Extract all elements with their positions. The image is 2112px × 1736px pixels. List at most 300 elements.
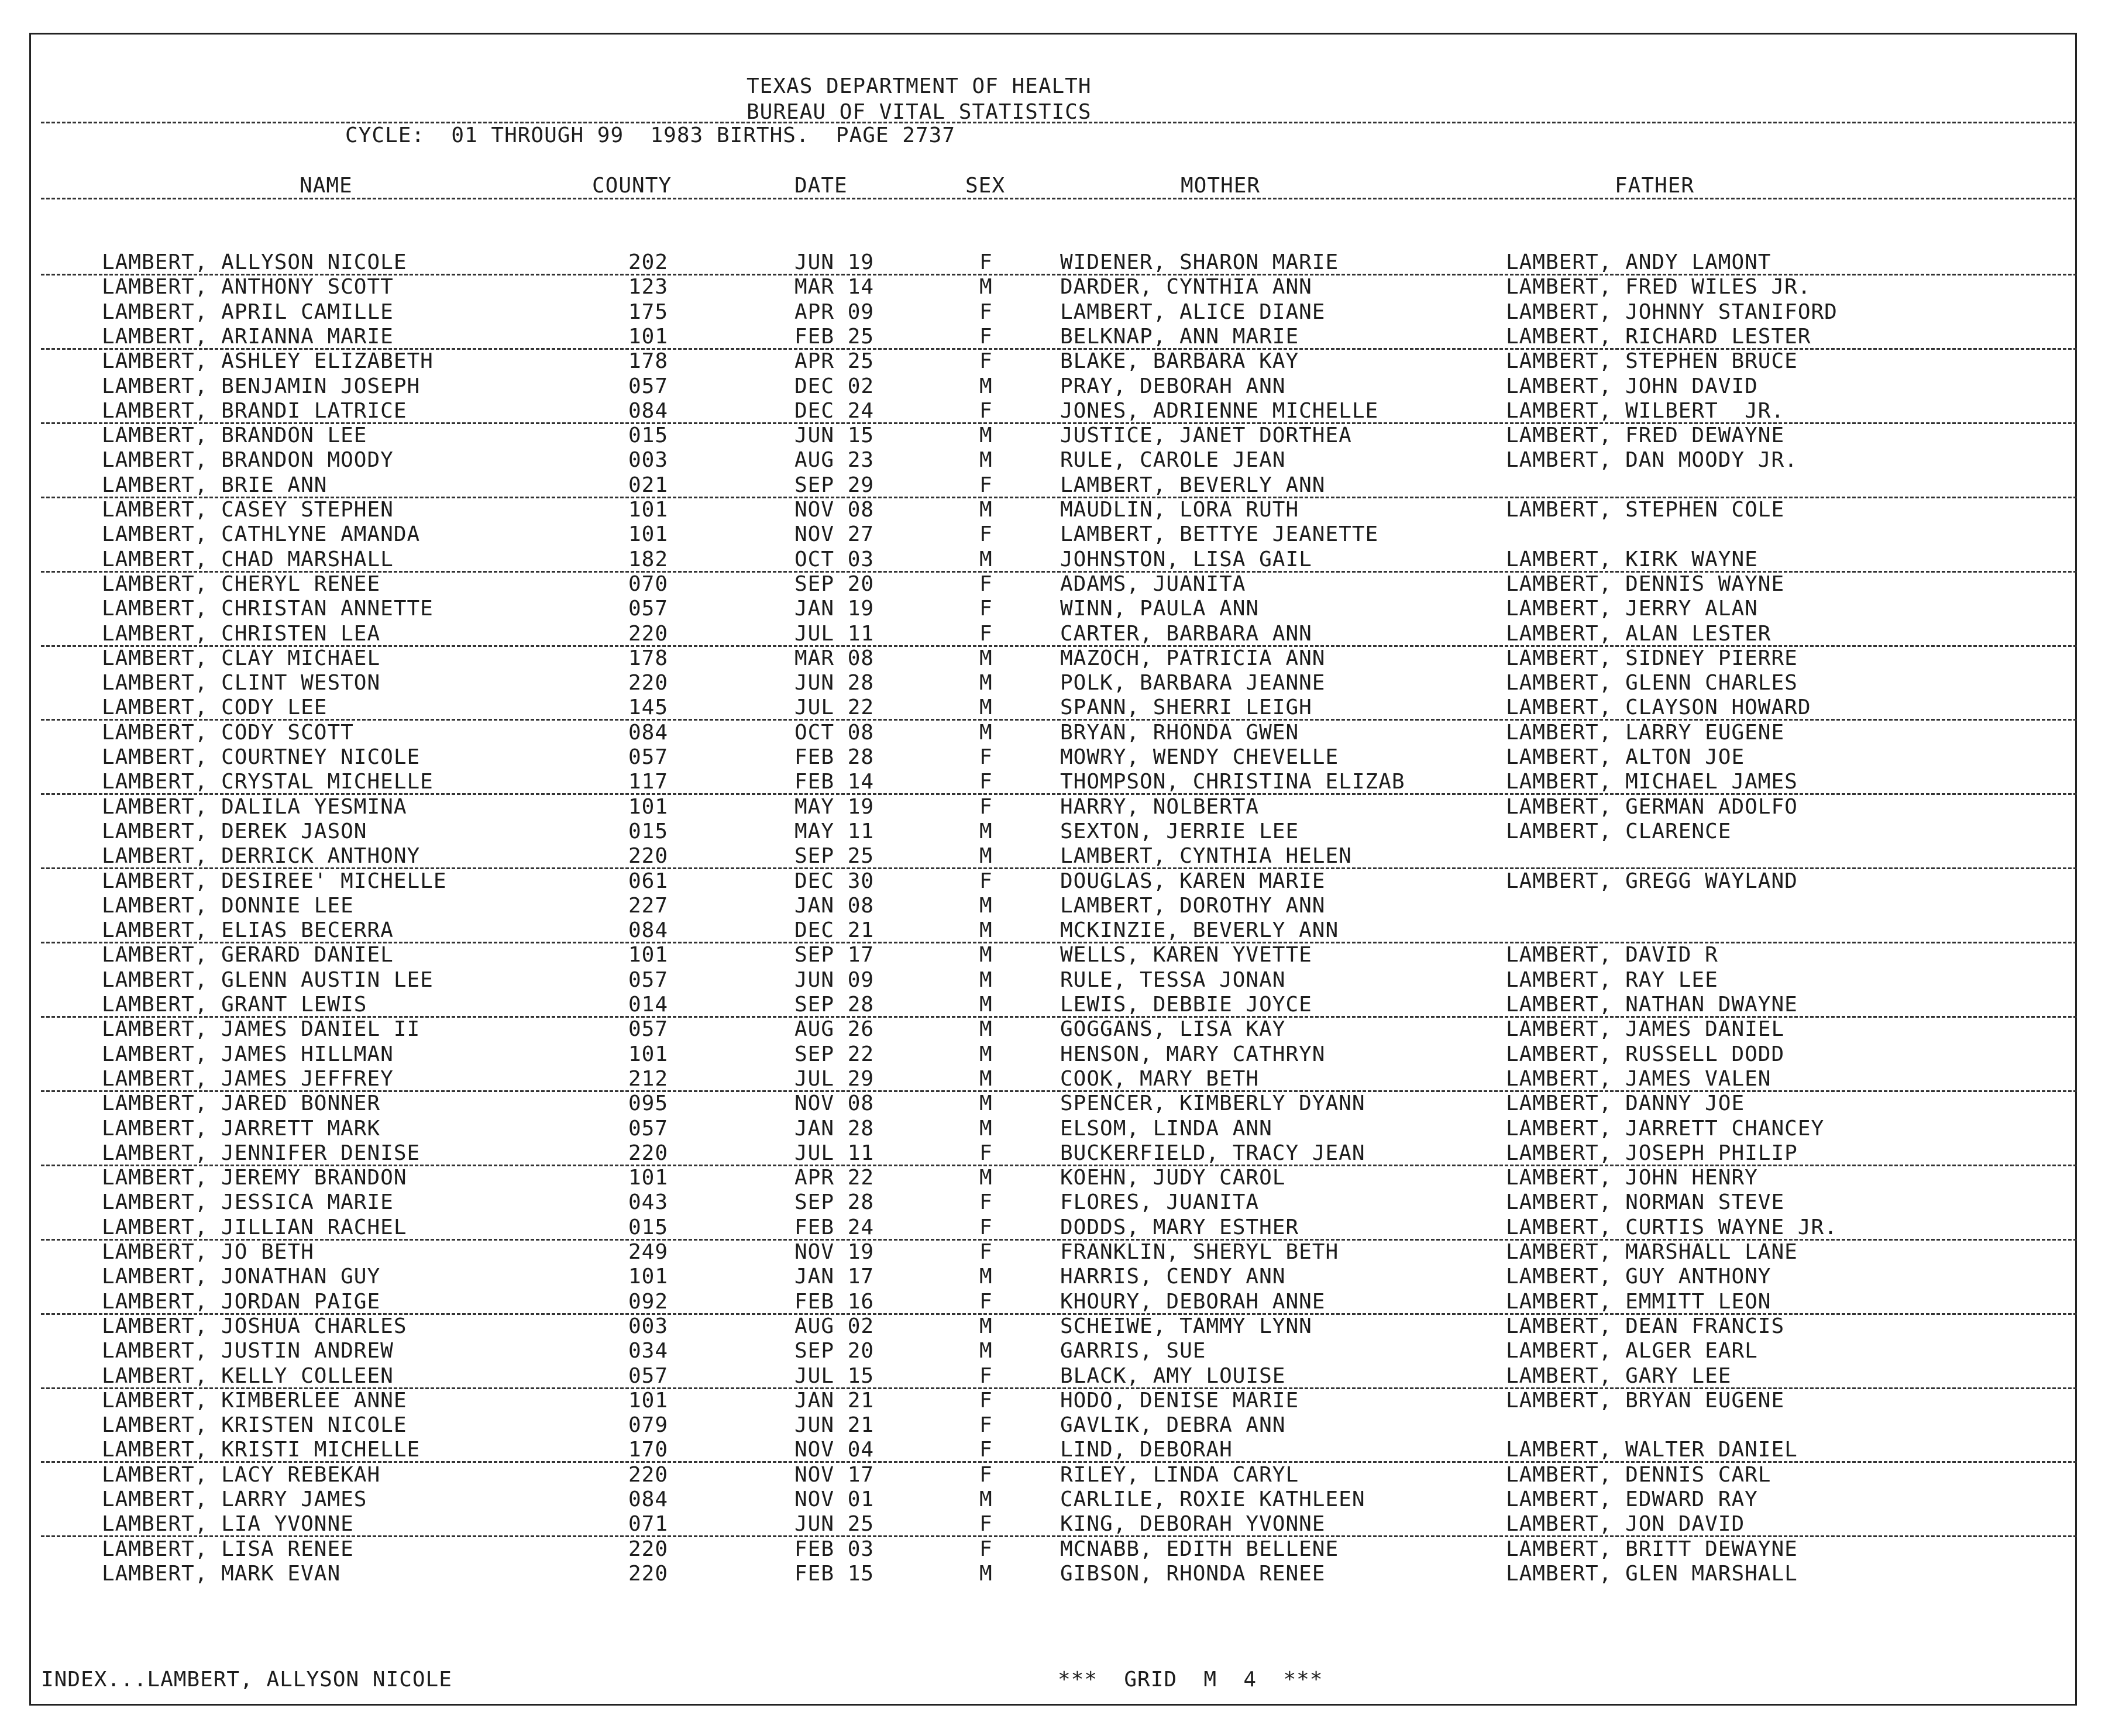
cell-date: MAY 11: [794, 819, 875, 843]
cell-mother: CARTER, BARBARA ANN: [1060, 621, 1312, 646]
cell-sex: F: [979, 794, 993, 819]
cell-date: NOV 08: [794, 1091, 875, 1116]
table-row: [0, 1364, 2112, 1389]
cell-father: LAMBERT, GUY ANTHONY: [1506, 1265, 1772, 1289]
cell-county: 202: [628, 250, 669, 274]
cell-date: MAY 19: [794, 794, 875, 819]
table-row: [0, 1463, 2112, 1487]
cell-father: LAMBERT, KIRK WAYNE: [1506, 547, 1758, 571]
cell-mother: LAMBERT, DOROTHY ANN: [1060, 893, 1326, 918]
cell-father: LAMBERT, ALGER EARL: [1506, 1339, 1758, 1363]
table-row: [0, 522, 2112, 547]
table-row: [0, 1389, 2112, 1413]
cell-county: 101: [628, 522, 669, 547]
cell-county: 145: [628, 695, 669, 720]
cell-date: DEC 21: [794, 918, 875, 943]
cell-sex: F: [979, 1413, 993, 1438]
cell-mother: SPENCER, KIMBERLY DYANN: [1060, 1091, 1365, 1116]
cell-county: 101: [628, 1388, 669, 1413]
cell-date: FEB 03: [794, 1537, 875, 1561]
cell-sex: M: [979, 967, 993, 992]
cell-mother: SCHEIWE, TAMMY LYNN: [1060, 1314, 1312, 1338]
cell-date: FEB 25: [794, 324, 875, 349]
header-line1: TEXAS DEPARTMENT OF HEALTH: [747, 74, 1092, 98]
cell-father: LAMBERT, SIDNEY PIERRE: [1506, 646, 1798, 670]
cell-sex: F: [979, 1462, 993, 1487]
cell-father: LAMBERT, DAN MOODY JR.: [1506, 448, 1798, 473]
cell-county: 220: [628, 1561, 669, 1586]
cell-date: APR 25: [794, 349, 875, 374]
cell-sex: F: [979, 571, 993, 596]
cell-county: 070: [628, 571, 669, 596]
cell-father: LAMBERT, GREGG WAYLAND: [1506, 869, 1798, 893]
cell-father: LAMBERT, EDWARD RAY: [1506, 1487, 1758, 1511]
cell-name: LAMBERT, JESSICA MARIE: [102, 1190, 394, 1215]
cell-mother: JUSTICE, JANET DORTHEA: [1060, 423, 1352, 448]
cell-father: LAMBERT, CLAYSON HOWARD: [1506, 695, 1811, 720]
col-county: COUNTY: [592, 174, 672, 198]
cell-name: LAMBERT, BRANDI LATRICE: [102, 398, 407, 423]
cell-mother: COOK, MARY BETH: [1060, 1066, 1260, 1091]
cell-name: LAMBERT, JAMES HILLMAN: [102, 1042, 394, 1066]
table-row: [0, 1190, 2112, 1215]
cell-mother: BUCKERFIELD, TRACY JEAN: [1060, 1141, 1365, 1165]
cell-mother: MOWRY, WENDY CHEVELLE: [1060, 745, 1339, 769]
cell-sex: M: [979, 844, 993, 869]
cell-mother: LIND, DEBORAH: [1060, 1438, 1233, 1462]
cell-county: 220: [628, 844, 669, 869]
cell-mother: RULE, TESSA JONAN: [1060, 967, 1286, 992]
cell-sex: F: [979, 398, 993, 423]
table-row: [0, 1141, 2112, 1166]
cell-date: JUN 09: [794, 967, 875, 992]
cell-father: LAMBERT, RICHARD LESTER: [1506, 324, 1811, 349]
cell-name: LAMBERT, LACY REBEKAH: [102, 1462, 381, 1487]
cell-sex: F: [979, 869, 993, 893]
cell-county: 057: [628, 1116, 669, 1141]
cell-date: MAR 08: [794, 646, 875, 670]
cell-sex: M: [979, 1265, 993, 1289]
cell-date: SEP 28: [794, 1190, 875, 1215]
cell-sex: M: [979, 943, 993, 967]
cell-name: LAMBERT, ARIANNA MARIE: [102, 324, 394, 349]
table-row: [0, 349, 2112, 374]
cell-father: LAMBERT, JOHN HENRY: [1506, 1166, 1758, 1190]
cell-name: LAMBERT, BRANDON MOODY: [102, 448, 394, 473]
table-row: [0, 547, 2112, 572]
table-row: [0, 1339, 2112, 1363]
cell-father: LAMBERT, DEAN FRANCIS: [1506, 1314, 1785, 1338]
cell-date: JUL 22: [794, 695, 875, 720]
cell-father: LAMBERT, LARRY EUGENE: [1506, 720, 1785, 745]
cell-name: LAMBERT, BRANDON LEE: [102, 423, 367, 448]
cell-name: LAMBERT, LIA YVONNE: [102, 1512, 354, 1537]
cell-sex: M: [979, 1091, 993, 1116]
cell-county: 220: [628, 621, 669, 646]
cell-sex: M: [979, 498, 993, 522]
cell-mother: ADAMS, JUANITA: [1060, 571, 1246, 596]
cell-name: LAMBERT, JOSHUA CHARLES: [102, 1314, 407, 1338]
cell-name: LAMBERT, CATHLYNE AMANDA: [102, 522, 421, 547]
cell-county: 003: [628, 448, 669, 473]
cell-county: 117: [628, 770, 669, 794]
table-row: [0, 300, 2112, 325]
cell-date: DEC 24: [794, 398, 875, 423]
cell-father: LAMBERT, DENNIS WAYNE: [1506, 571, 1785, 596]
cell-sex: F: [979, 1363, 993, 1388]
cell-father: LAMBERT, JON DAVID: [1506, 1512, 1745, 1537]
cell-county: 021: [628, 473, 669, 497]
cell-date: JUN 19: [794, 250, 875, 274]
cell-mother: DARDER, CYNTHIA ANN: [1060, 275, 1312, 299]
cell-mother: BRYAN, RHONDA GWEN: [1060, 720, 1299, 745]
cell-sex: M: [979, 1339, 993, 1363]
cell-sex: M: [979, 448, 993, 473]
column-divider: [41, 198, 2077, 199]
cell-sex: F: [979, 1240, 993, 1264]
table-row: [0, 993, 2112, 1017]
cell-date: MAR 14: [794, 275, 875, 299]
cell-name: LAMBERT, KRISTI MICHELLE: [102, 1438, 421, 1462]
cell-sex: M: [979, 1314, 993, 1338]
cell-sex: F: [979, 1438, 993, 1462]
cell-father: LAMBERT, FRED WILES JR.: [1506, 275, 1811, 299]
cell-father: LAMBERT, ALAN LESTER: [1506, 621, 1772, 646]
cell-county: 034: [628, 1339, 669, 1363]
cell-sex: M: [979, 819, 993, 843]
cell-sex: F: [979, 522, 993, 547]
cell-date: DEC 30: [794, 869, 875, 893]
cell-date: JUL 11: [794, 621, 875, 646]
cell-sex: M: [979, 646, 993, 670]
cell-mother: MAUDLIN, LORA RUTH: [1060, 498, 1299, 522]
cell-mother: HENSON, MARY CATHRYN: [1060, 1042, 1326, 1066]
cell-county: 175: [628, 299, 669, 324]
cell-mother: RILEY, LINDA CARYL: [1060, 1462, 1299, 1487]
cell-county: 057: [628, 967, 669, 992]
cell-name: LAMBERT, KELLY COLLEEN: [102, 1363, 394, 1388]
table-row: [0, 869, 2112, 894]
table-row: [0, 1215, 2112, 1240]
cell-mother: FLORES, JUANITA: [1060, 1190, 1260, 1215]
table-row: [0, 1487, 2112, 1512]
cell-name: LAMBERT, JUSTIN ANDREW: [102, 1339, 394, 1363]
cell-county: 123: [628, 275, 669, 299]
cell-mother: LAMBERT, CYNTHIA HELEN: [1060, 844, 1352, 869]
cell-county: 220: [628, 1462, 669, 1487]
table-row: [0, 795, 2112, 819]
cell-date: JUN 21: [794, 1413, 875, 1438]
header-cycle: CYCLE: 01 THROUGH 99 1983 BIRTHS. PAGE 2737: [345, 123, 955, 147]
cell-mother: ELSOM, LINDA ANN: [1060, 1116, 1272, 1141]
cell-mother: MAZOCH, PATRICIA ANN: [1060, 646, 1326, 670]
cell-father: LAMBERT, WILBERT JR.: [1506, 398, 1785, 423]
cell-date: AUG 23: [794, 448, 875, 473]
table-row: [0, 1512, 2112, 1537]
cell-county: 212: [628, 1066, 669, 1091]
cell-date: NOV 04: [794, 1438, 875, 1462]
cell-mother: DOUGLAS, KAREN MARIE: [1060, 869, 1326, 893]
cell-county: 101: [628, 943, 669, 967]
cell-county: 015: [628, 423, 669, 448]
cell-date: JAN 21: [794, 1388, 875, 1413]
col-father: FATHER: [1615, 174, 1695, 198]
cell-date: JUN 15: [794, 423, 875, 448]
cell-name: LAMBERT, BRIE ANN: [102, 473, 328, 497]
cell-father: LAMBERT, CLARENCE: [1506, 819, 1732, 843]
cell-sex: M: [979, 1017, 993, 1042]
cell-mother: JONES, ADRIENNE MICHELLE: [1060, 398, 1379, 423]
cell-father: LAMBERT, JAMES VALEN: [1506, 1066, 1772, 1091]
footer-index: INDEX...LAMBERT, ALLYSON NICOLE: [41, 1668, 452, 1692]
cell-county: 084: [628, 1487, 669, 1511]
cell-date: OCT 03: [794, 547, 875, 571]
cell-date: SEP 22: [794, 1042, 875, 1066]
cell-father: LAMBERT, BRITT DEWAYNE: [1506, 1537, 1798, 1561]
cell-name: LAMBERT, JO BETH: [102, 1240, 314, 1264]
cell-sex: M: [979, 918, 993, 943]
table-row: [0, 423, 2112, 448]
cell-father: LAMBERT, MARSHALL LANE: [1506, 1240, 1798, 1264]
cell-mother: HARRIS, CENDY ANN: [1060, 1265, 1286, 1289]
cell-mother: BLAKE, BARBARA KAY: [1060, 349, 1299, 374]
table-row: [0, 275, 2112, 299]
cell-name: LAMBERT, DONNIE LEE: [102, 893, 354, 918]
cell-mother: BLACK, AMY LOUISE: [1060, 1363, 1286, 1388]
cell-date: SEP 28: [794, 993, 875, 1017]
cell-sex: M: [979, 1561, 993, 1586]
cell-father: LAMBERT, MICHAEL JAMES: [1506, 770, 1798, 794]
table-row: [0, 1240, 2112, 1265]
cell-father: LAMBERT, EMMITT LEON: [1506, 1289, 1772, 1314]
cell-sex: M: [979, 547, 993, 571]
cell-name: LAMBERT, GERARD DANIEL: [102, 943, 394, 967]
cell-mother: JOHNSTON, LISA GAIL: [1060, 547, 1312, 571]
cell-name: LAMBERT, KRISTEN NICOLE: [102, 1413, 407, 1438]
cell-name: LAMBERT, CODY SCOTT: [102, 720, 354, 745]
cell-sex: F: [979, 1141, 993, 1165]
cell-date: FEB 28: [794, 745, 875, 769]
cell-name: LAMBERT, GLENN AUSTIN LEE: [102, 967, 434, 992]
cell-name: LAMBERT, CHAD MARSHALL: [102, 547, 394, 571]
table-row: [0, 745, 2112, 770]
cell-mother: WELLS, KAREN YVETTE: [1060, 943, 1312, 967]
cell-sex: M: [979, 1166, 993, 1190]
cell-county: 057: [628, 1017, 669, 1042]
cell-sex: F: [979, 250, 993, 274]
cell-name: LAMBERT, CLAY MICHAEL: [102, 646, 381, 670]
cell-county: 043: [628, 1190, 669, 1215]
cell-mother: THOMPSON, CHRISTINA ELIZAB: [1060, 770, 1405, 794]
cell-father: LAMBERT, JAMES DANIEL: [1506, 1017, 1785, 1042]
cell-county: 220: [628, 671, 669, 695]
cell-mother: LAMBERT, BETTYE JEANETTE: [1060, 522, 1379, 547]
cell-date: NOV 08: [794, 498, 875, 522]
cell-mother: HODO, DENISE MARIE: [1060, 1388, 1299, 1413]
cell-father: LAMBERT, CURTIS WAYNE JR.: [1506, 1215, 1838, 1239]
cell-date: JAN 19: [794, 597, 875, 621]
table-row: [0, 695, 2112, 720]
table-row: [0, 1413, 2112, 1438]
cell-sex: F: [979, 1388, 993, 1413]
cell-sex: F: [979, 1289, 993, 1314]
table-row: [0, 572, 2112, 597]
cell-mother: MCNABB, EDITH BELLENE: [1060, 1537, 1339, 1561]
cell-father: LAMBERT, STEPHEN BRUCE: [1506, 349, 1798, 374]
table-row: [0, 399, 2112, 423]
cell-mother: CARLILE, ROXIE KATHLEEN: [1060, 1487, 1365, 1511]
table-row: [0, 448, 2112, 473]
cell-county: 071: [628, 1512, 669, 1537]
cell-sex: F: [979, 1215, 993, 1239]
cell-name: LAMBERT, JEREMY BRANDON: [102, 1166, 407, 1190]
table-row: [0, 250, 2112, 275]
cell-county: 092: [628, 1289, 669, 1314]
table-row: [0, 1265, 2112, 1289]
table-row: [0, 844, 2112, 869]
cell-date: OCT 08: [794, 720, 875, 745]
cell-date: FEB 14: [794, 770, 875, 794]
table-row: [0, 1017, 2112, 1042]
cell-county: 057: [628, 1363, 669, 1388]
cell-date: JAN 17: [794, 1265, 875, 1289]
cell-county: 079: [628, 1413, 669, 1438]
cell-sex: M: [979, 275, 993, 299]
cell-sex: F: [979, 745, 993, 769]
cell-sex: M: [979, 1116, 993, 1141]
cell-date: JUN 28: [794, 671, 875, 695]
cell-father: LAMBERT, DAVID R: [1506, 943, 1718, 967]
cell-father: LAMBERT, GLEN MARSHALL: [1506, 1561, 1798, 1586]
cell-father: LAMBERT, DENNIS CARL: [1506, 1462, 1772, 1487]
cell-sex: F: [979, 1512, 993, 1537]
cell-father: LAMBERT, GARY LEE: [1506, 1363, 1732, 1388]
cell-county: 084: [628, 918, 669, 943]
cell-name: LAMBERT, JORDAN PAIGE: [102, 1289, 381, 1314]
col-mother: MOTHER: [1181, 174, 1261, 198]
cell-sex: M: [979, 1066, 993, 1091]
cell-name: LAMBERT, JONATHAN GUY: [102, 1265, 381, 1289]
table-row: [0, 1166, 2112, 1190]
cell-sex: F: [979, 473, 993, 497]
cell-date: FEB 15: [794, 1561, 875, 1586]
cell-mother: GOGGANS, LISA KAY: [1060, 1017, 1286, 1042]
cell-sex: F: [979, 299, 993, 324]
cell-sex: M: [979, 720, 993, 745]
cell-sex: M: [979, 993, 993, 1017]
cell-county: 101: [628, 1265, 669, 1289]
cell-date: AUG 02: [794, 1314, 875, 1338]
cell-county: 220: [628, 1141, 669, 1165]
cell-county: 015: [628, 1215, 669, 1239]
cell-name: LAMBERT, LISA RENEE: [102, 1537, 354, 1561]
cell-county: 061: [628, 869, 669, 893]
cell-date: JUL 15: [794, 1363, 875, 1388]
cell-date: JAN 08: [794, 893, 875, 918]
table-row: [0, 646, 2112, 671]
cell-father: LAMBERT, JARRETT CHANCEY: [1506, 1116, 1825, 1141]
cell-mother: DODDS, MARY ESTHER: [1060, 1215, 1299, 1239]
table-row: [0, 1562, 2112, 1586]
cell-county: 095: [628, 1091, 669, 1116]
cell-county: 057: [628, 374, 669, 398]
cell-date: JUL 29: [794, 1066, 875, 1091]
cell-sex: M: [979, 1487, 993, 1511]
col-sex: SEX: [965, 174, 1006, 198]
cell-mother: RULE, CAROLE JEAN: [1060, 448, 1286, 473]
cell-sex: M: [979, 671, 993, 695]
cell-date: APR 22: [794, 1166, 875, 1190]
cell-name: LAMBERT, CASEY STEPHEN: [102, 498, 394, 522]
cell-sex: M: [979, 1042, 993, 1066]
cell-county: 178: [628, 349, 669, 374]
table-row: [0, 918, 2112, 943]
cell-sex: F: [979, 1190, 993, 1215]
cell-mother: HARRY, NOLBERTA: [1060, 794, 1260, 819]
table-row: [0, 894, 2112, 918]
cell-date: NOV 27: [794, 522, 875, 547]
cell-name: LAMBERT, LARRY JAMES: [102, 1487, 367, 1511]
cell-father: LAMBERT, NATHAN DWAYNE: [1506, 993, 1798, 1017]
cell-name: LAMBERT, JAMES DANIEL II: [102, 1017, 421, 1042]
cell-sex: M: [979, 695, 993, 720]
cell-father: LAMBERT, RAY LEE: [1506, 967, 1718, 992]
cell-father: LAMBERT, ALTON JOE: [1506, 745, 1745, 769]
table-row: [0, 1438, 2112, 1462]
cell-county: 057: [628, 597, 669, 621]
table-row: [0, 325, 2112, 349]
cell-sex: M: [979, 423, 993, 448]
cell-date: DEC 02: [794, 374, 875, 398]
cell-county: 014: [628, 993, 669, 1017]
cell-sex: F: [979, 621, 993, 646]
cell-date: SEP 25: [794, 844, 875, 869]
table-row: [0, 1042, 2112, 1067]
cell-date: SEP 29: [794, 473, 875, 497]
cell-sex: F: [979, 1537, 993, 1561]
cell-name: LAMBERT, ALLYSON NICOLE: [102, 250, 407, 274]
cell-mother: SEXTON, JERRIE LEE: [1060, 819, 1299, 843]
cell-name: LAMBERT, KIMBERLEE ANNE: [102, 1388, 407, 1413]
cell-date: APR 09: [794, 299, 875, 324]
cell-sex: F: [979, 770, 993, 794]
cell-father: LAMBERT, FRED DEWAYNE: [1506, 423, 1785, 448]
cell-name: LAMBERT, COURTNEY NICOLE: [102, 745, 421, 769]
cell-father: LAMBERT, JOSEPH PHILIP: [1506, 1141, 1798, 1165]
cell-name: LAMBERT, ELIAS BECERRA: [102, 918, 394, 943]
cell-mother: LAMBERT, ALICE DIANE: [1060, 299, 1326, 324]
cell-name: LAMBERT, ANTHONY SCOTT: [102, 275, 394, 299]
table-row: [0, 1290, 2112, 1314]
cell-date: NOV 17: [794, 1462, 875, 1487]
cell-name: LAMBERT, CHRISTAN ANNETTE: [102, 597, 434, 621]
table-row: [0, 622, 2112, 646]
cell-mother: POLK, BARBARA JEANNE: [1060, 671, 1326, 695]
cell-date: FEB 24: [794, 1215, 875, 1239]
cell-county: 220: [628, 1537, 669, 1561]
cell-mother: GIBSON, RHONDA RENEE: [1060, 1561, 1326, 1586]
cell-sex: M: [979, 893, 993, 918]
cell-name: LAMBERT, DERRICK ANTHONY: [102, 844, 421, 869]
cell-county: 003: [628, 1314, 669, 1338]
cell-father: LAMBERT, ANDY LAMONT: [1506, 250, 1772, 274]
cell-father: LAMBERT, RUSSELL DODD: [1506, 1042, 1785, 1066]
cell-mother: GAVLIK, DEBRA ANN: [1060, 1413, 1286, 1438]
cell-name: LAMBERT, ASHLEY ELIZABETH: [102, 349, 434, 374]
cell-date: SEP 20: [794, 571, 875, 596]
cell-date: SEP 20: [794, 1339, 875, 1363]
cell-father: LAMBERT, GERMAN ADOLFO: [1506, 794, 1798, 819]
